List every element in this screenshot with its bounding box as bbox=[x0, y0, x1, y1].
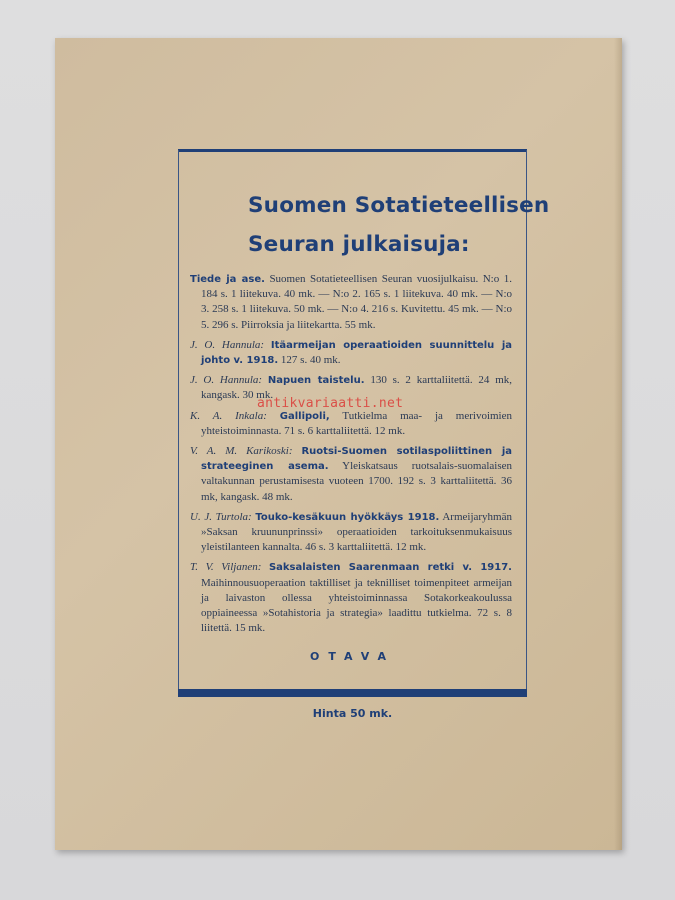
publication-author: T. V. Viljanen: bbox=[190, 561, 262, 574]
publisher-name: OTAVA bbox=[309, 650, 396, 663]
publication-details: Yleiskatsaus ruotsalais-suomalaisen valtakunnan perustamisesta vuoteen 1700. 192 s. 3 karttaliitettä. 36 mk, kangask. 48 mk. bbox=[201, 460, 512, 503]
publication-title: Touko-kesäkuun hyökkäys 1918. bbox=[255, 511, 440, 523]
publication-list bbox=[190, 272, 512, 641]
publication-author: K. A. Inkala: bbox=[190, 409, 267, 422]
publication-details: Tutkielma maa- ja merivoimien yhteistoiminnasta. 71 s. 6 karttaliitettä. 12 mk. bbox=[201, 409, 512, 437]
publication-entry bbox=[190, 272, 512, 333]
publication-entry bbox=[190, 409, 512, 439]
publication-title: Napuen taistelu. bbox=[267, 375, 365, 387]
page-edge-shadow bbox=[614, 38, 622, 850]
publication-author: J. O. Hannula: bbox=[190, 338, 265, 351]
watermark-text: antikvariaatti.net bbox=[257, 396, 404, 411]
publication-title: Itäarmeijan operaatioiden suunnittelu ja johto v. 1918. bbox=[201, 339, 512, 367]
series-title-line2: Seuran julkaisuja: bbox=[248, 232, 470, 257]
publication-details: 127 s. 40 mk. bbox=[280, 354, 341, 367]
series-title-line1: Suomen Sotatieteellisen bbox=[248, 193, 550, 218]
publication-author: J. O. Hannula: bbox=[190, 374, 263, 387]
publication-author: V. A. M. Karikoski: bbox=[190, 445, 293, 458]
publication-details: 130 s. 2 karttaliitettä. 24 mk, kangask. 30 mk. bbox=[201, 374, 513, 402]
publication-entry bbox=[190, 338, 512, 368]
bottom-rule bbox=[178, 689, 527, 697]
publication-title: Tiede ja ase. bbox=[190, 274, 265, 285]
publication-title: Gallipoli, bbox=[279, 410, 330, 422]
publication-author: U. J. Turtola: bbox=[190, 510, 252, 523]
price-label: Hinta 50 mk. bbox=[312, 707, 393, 720]
publication-details: Armeijaryhmän »Saksan kruununprinssi» operaatioiden tarkoituksenmukaisuus yleistilanteen kannalta. 46 s. 3 karttaliitettä. 12 mk. bbox=[201, 510, 512, 554]
publication-entry bbox=[190, 560, 512, 636]
publication-title: Ruotsi-Suomen sotilaspoliittinen ja strateeginen asema. bbox=[201, 446, 512, 473]
publication-title: Saksalaisten Saarenmaan retki v. 1917. bbox=[268, 562, 512, 574]
publication-entry bbox=[190, 510, 512, 556]
publication-details: Maihinnousuoperaation taktilliset ja teknilliset toimenpiteet armeijan ja laivaston ollessa yhteistoiminnassa Sotakorkeakoulussa oppiaineessa »Sotahistoria ja strategia» laadittu tutkielma. 72 s. 8 liitettä. 15 mk. bbox=[201, 576, 512, 635]
publication-details: Suomen Sotatieteellisen Seuran vuosijulkaisu. N:o 1. 184 s. 1 liitekuva. 40 mk. — N:o 2. 165 s. 1 liitekuva. 40 mk. — N:o 3. 258 s. 1 liitekuva. 50 mk. — N:o 4. 216 s. Kuvitettu. 45 mk. — N:o 5. 296 s. Piirroksia ja liitekartta. 55 mk. bbox=[201, 273, 512, 331]
publication-entry bbox=[190, 444, 512, 505]
